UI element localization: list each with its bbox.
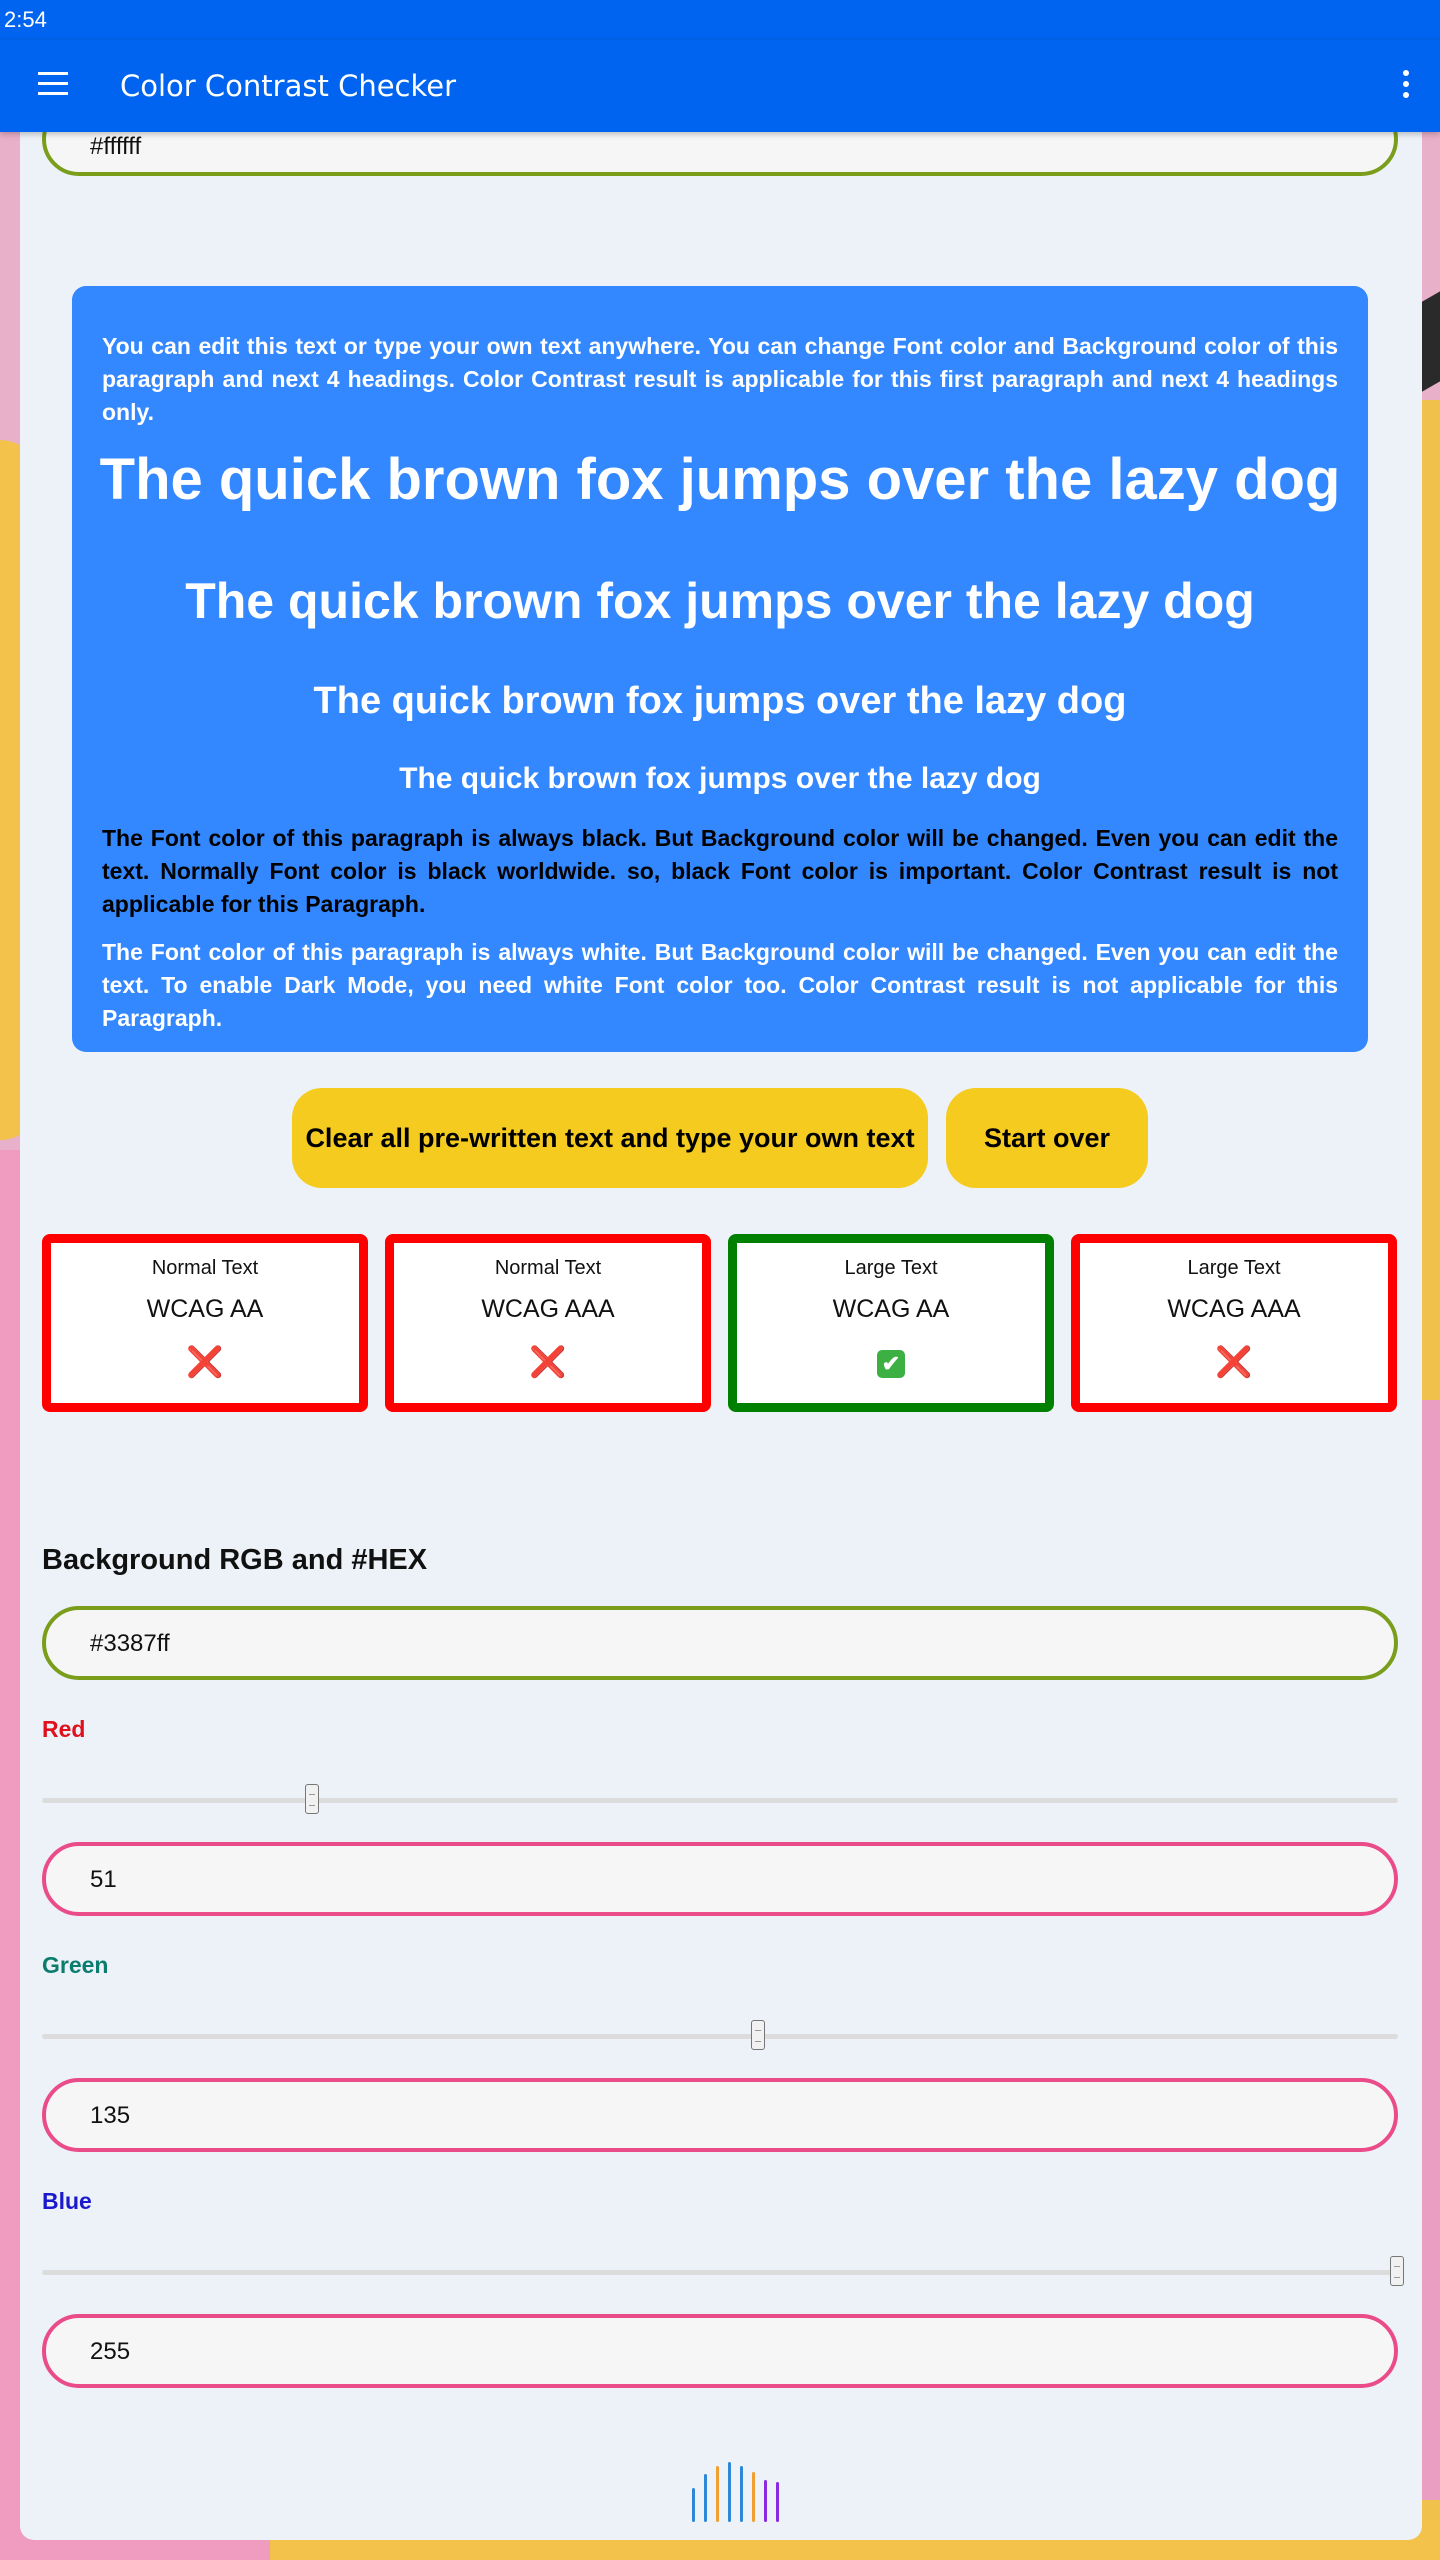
- red-label: Red: [42, 1716, 86, 1742]
- black-paragraph[interactable]: The Font color of this paragraph is always black. But Background color will be changed. Even you can edit the text. Normally Font color is black worldwide. so, black Font color is important. Color Contrast result is not applicable for this Paragraph.: [102, 825, 1338, 917]
- fail-icon: ❌: [186, 1346, 224, 1379]
- result-label: Large Text: [844, 1257, 938, 1279]
- blue-label: Blue: [42, 2188, 92, 2214]
- font-hex-input[interactable]: #ffffff: [42, 132, 1398, 176]
- background-section-title: Background RGB and #HEX: [42, 1544, 428, 1576]
- check-mark-icon: ✔: [877, 1350, 905, 1378]
- green-label: Green: [42, 1952, 109, 1978]
- result-large-aaa: [1071, 1234, 1397, 1412]
- result-level: WCAG AAA: [1167, 1295, 1301, 1323]
- result-label: Normal Text: [494, 1257, 602, 1279]
- result-label: Normal Text: [151, 1257, 259, 1279]
- green-slider[interactable]: [42, 2034, 1398, 2039]
- heading-4[interactable]: The quick brown fox jumps over the lazy dog: [399, 762, 1041, 795]
- fail-icon: ❌: [529, 1346, 567, 1379]
- red-value-input[interactable]: 51: [42, 1842, 1398, 1916]
- heading-1[interactable]: The quick brown fox jumps over the lazy dog: [99, 447, 1341, 512]
- green-slider-thumb[interactable]: [751, 2020, 765, 2050]
- pass-icon: [737, 1345, 1045, 1379]
- result-level: WCAG AAA: [481, 1295, 615, 1323]
- fail-icon: ❌: [1215, 1346, 1253, 1379]
- blue-slider[interactable]: [42, 2270, 1398, 2275]
- blue-value-input[interactable]: 255: [42, 2314, 1398, 2388]
- result-label: Large Text: [1187, 1257, 1281, 1279]
- app-title: Color Contrast Checker: [120, 69, 457, 103]
- main-card: [20, 132, 1422, 2540]
- intro-paragraph[interactable]: You can edit this text or type your own text anywhere. You can change Font color and Background color of this paragraph and next 4 headings. Color Contrast result is applicable for this first paragraph and next 4 headings only.: [102, 333, 1338, 425]
- heading-3[interactable]: The quick brown fox jumps over the lazy dog: [313, 680, 1127, 722]
- loading-bars-icon: [688, 2460, 792, 2522]
- app-bar: [0, 40, 1440, 132]
- result-large-aa: [728, 1234, 1054, 1412]
- preview-panel: [72, 286, 1368, 1052]
- heading-2[interactable]: The quick brown fox jumps over the lazy dog: [185, 573, 1255, 629]
- start-over-button[interactable]: Start over: [946, 1088, 1148, 1188]
- status-time: 2:54: [4, 7, 47, 32]
- white-paragraph[interactable]: The Font color of this paragraph is always white. But Background color will be changed. Even you can edit the text. To enable Dark Mode, you need white Font color too. Color Contrast result is not applicable for this Paragraph.: [102, 939, 1338, 1031]
- hamburger-menu-icon[interactable]: [38, 72, 68, 96]
- green-value-input[interactable]: 135: [42, 2078, 1398, 2152]
- more-vert-icon[interactable]: [1400, 70, 1412, 102]
- background-hex-input[interactable]: #3387ff: [42, 1606, 1398, 1680]
- result-level: WCAG AA: [146, 1295, 264, 1323]
- blue-slider-thumb[interactable]: [1390, 2256, 1404, 2286]
- clear-text-button[interactable]: Clear all pre-written text and type your own text: [292, 1088, 928, 1188]
- result-normal-aa: [42, 1234, 368, 1412]
- status-bar: [0, 0, 1440, 40]
- result-level: WCAG AA: [832, 1295, 950, 1323]
- result-normal-aaa: [385, 1234, 711, 1412]
- red-slider[interactable]: [42, 1798, 1398, 1803]
- red-slider-thumb[interactable]: [305, 1784, 319, 1814]
